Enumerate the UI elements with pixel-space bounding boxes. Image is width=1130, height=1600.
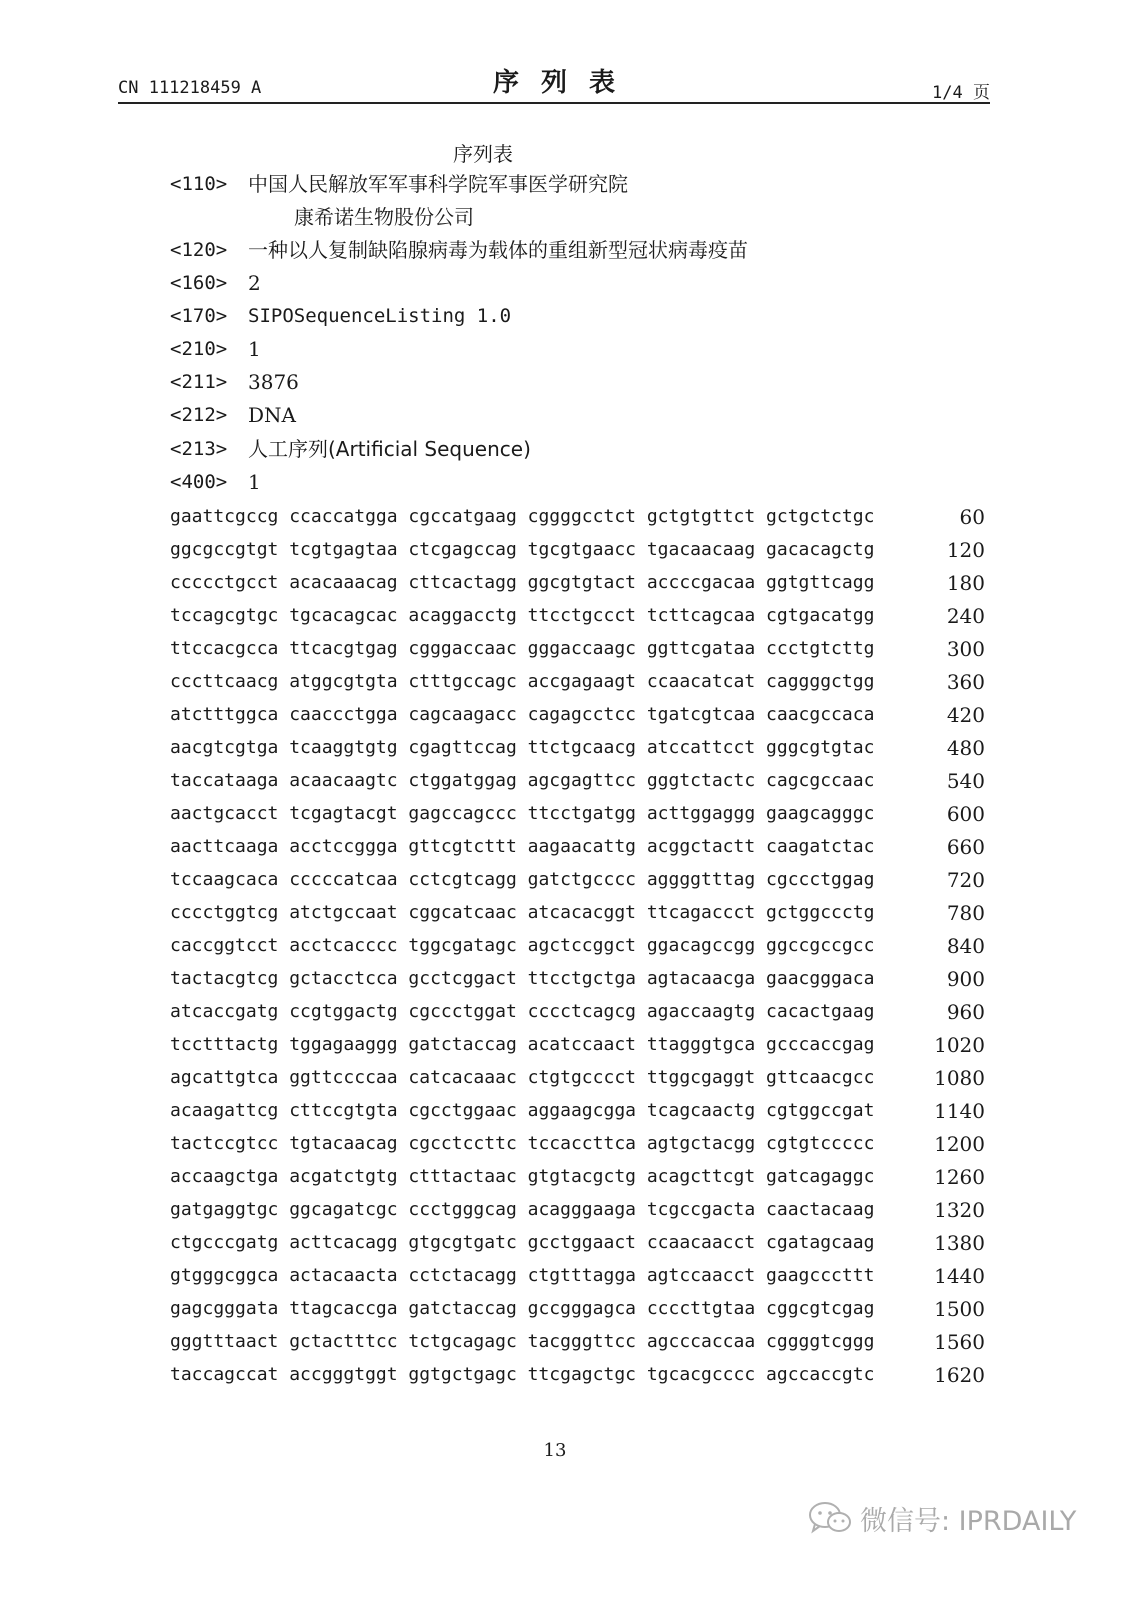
sequence-text: tccagcgtgc tgcacagcac acaggacctg ttcctgccct tcttcagcaa cgtgacatgg [170,605,875,626]
sequence-row [170,700,990,733]
sequence-row [170,733,990,766]
field-tag: <110> [170,173,228,195]
field-value-applicant: 中国人民解放军军事科学院军事医学研究院 [248,172,628,196]
sequence-text: tactacgtcg gctacctcca gcctcggact ttcctgctga agtacaacga gaacgggaca [170,968,875,989]
patent-number: CN 111218459 A [118,78,262,98]
sequence-position: 120 [946,538,985,562]
sequence-text: tcctttactg tggagaaggg gatctaccag acatccaact ttagggtgca gcccaccgag [170,1034,875,1055]
sequence-row [170,1327,990,1360]
sequence-position: 300 [946,637,985,661]
field-value-seq-id: 1 [248,337,261,361]
sequence-row [170,931,990,964]
sequence-row [170,832,990,865]
sequence-text: atctttggca caaccctgga cagcaagacc cagagcctcc tgatcgtcaa caacgccaca [170,704,875,725]
sequence-row [170,601,990,634]
sequence-position: 1200 [934,1132,985,1156]
sequence-position: 420 [946,703,985,727]
sequence-row [170,535,990,568]
page-header [118,62,990,104]
sequence-position: 1440 [934,1264,985,1288]
sequence-text: aacttcaaga acctccggga gttcgtcttt aagaacattg acggctactt caagatctac [170,836,875,857]
sequence-row [170,568,990,601]
applicant-continuation: 康希诺生物股份公司 [294,205,474,229]
sequence-position: 780 [946,901,985,925]
field-value-seq: 1 [248,470,261,494]
sequence-text: acaagattcg cttccgtgta cgcctggaac aggaagcgga tcagcaactg cgtggccgat [170,1100,875,1121]
sequence-text: tactccgtcc tgtacaacag cgcctccttc tccaccttca agtgctacgg cgtgtccccc [170,1133,875,1154]
sequence-text: ctgcccgatg acttcacagg gtgcgtgatc gcctggaact ccaacaacct cgatagcaag [170,1232,875,1253]
sequence-text: aactgcacct tcgagtacgt gagccagccc ttcctgatgg acttggaggg gaagcagggc [170,803,875,824]
sequence-position: 1080 [934,1066,985,1090]
sequence-text: caccggtcct acctcacccc tggcgatagc agctccggct ggacagccgg ggccgccgcc [170,935,875,956]
sequence-position: 540 [946,769,985,793]
page-indicator: 1/4 页 [932,83,990,103]
sequence-row [170,1195,990,1228]
sequence-text: agcattgtca ggttccccaa catcacaaac ctgtgcccct ttggcgaggt gttcaacgcc [170,1067,875,1088]
sequence-position: 1140 [934,1099,985,1123]
sequence-row [170,1228,990,1261]
sequence-row [170,964,990,997]
sequence-text: accaagctga acgatctgtg ctttactaac gtgtacgctg acagcttcgt gatcagaggc [170,1166,875,1187]
sequence-row [170,865,990,898]
sequence-position: 1620 [934,1363,985,1387]
sequence-text: cccttcaacg atggcgtgta ctttgccagc accgagaagt ccaacatcat caggggctgg [170,671,875,692]
sequence-row [170,997,990,1030]
sequence-text: gagcgggata ttagcaccga gatctaccag gccgggagca ccccttgtaa cggcgtcgag [170,1298,875,1319]
document-title: 序列表 [453,142,513,166]
field-tag: <400> [170,471,228,493]
sequence-row [170,1261,990,1294]
sequence-position: 660 [946,835,985,859]
sequence-position: 600 [946,802,985,826]
sequence-row [170,898,990,931]
sequence-listing [170,502,990,1393]
field-tag: <213> [170,438,228,460]
sequence-position: 1320 [934,1198,985,1222]
sequence-row [170,634,990,667]
sequence-position: 720 [946,868,985,892]
sequence-text: taccataaga acaacaagtc ctggatggag agcgagttcc gggtctactc cagcgccaac [170,770,875,791]
sequence-row [170,1162,990,1195]
sequence-text: gaattcgccg ccaccatgga cgccatgaag cggggcctct gctgtgttct gctgctctgc [170,506,875,527]
sequence-position: 360 [946,670,985,694]
sequence-position: 840 [946,934,985,958]
sequence-position: 1500 [934,1297,985,1321]
sequence-text: gatgaggtgc ggcagatcgc ccctgggcag acagggaaga tcgccgacta caactacaag [170,1199,875,1220]
sequence-text: gggtttaact gctactttcc tctgcagagc tacgggttcc agcccaccaa cggggtcggg [170,1331,875,1352]
field-tag: <170> [170,305,228,327]
wechat-icon [808,1501,852,1535]
sequence-row [170,1096,990,1129]
sequence-position: 1560 [934,1330,985,1354]
sequence-position: 900 [946,967,985,991]
sequence-text: ccccctgcct acacaaacag cttcactagg ggcgtgtact accccgacaa ggtgttcagg [170,572,875,593]
sequence-text: ttccacgcca ttcacgtgag cgggaccaac gggaccaagc ggttcgataa ccctgtcttg [170,638,875,659]
field-value-organism: 人工序列(Artificial Sequence) [248,437,531,461]
sequence-position: 960 [946,1000,985,1024]
sequence-position: 180 [946,571,985,595]
sequence-position: 1020 [934,1033,985,1057]
sequence-text: atcaccgatg ccgtggactg cgccctggat cccctcagcg agaccaagtg cacactgaag [170,1001,875,1022]
field-tag: <160> [170,272,228,294]
sequence-text: ggcgccgtgt tcgtgagtaa ctcgagccag tgcgtgaacc tgacaacaag gacacagctg [170,539,875,560]
field-value-title: 一种以人复制缺陷腺病毒为载体的重组新型冠状病毒疫苗 [248,238,748,262]
sequence-position: 480 [946,736,985,760]
sequence-text: cccctggtcg atctgccaat cggcatcaac atcacacggt ttcagaccct gctggccctg [170,902,875,923]
sequence-row [170,667,990,700]
field-value-length: 3876 [248,370,299,394]
sequence-position: 1380 [934,1231,985,1255]
sequence-text: taccagccat accgggtggt ggtgctgagc ttcgagctgc tgcacgcccc agccaccgtc [170,1364,875,1385]
sequence-row [170,1360,990,1393]
sequence-row [170,1030,990,1063]
sequence-position: 1260 [934,1165,985,1189]
sequence-row [170,1063,990,1096]
field-tag: <210> [170,338,228,360]
sequence-row [170,1294,990,1327]
sequence-row [170,799,990,832]
field-value-type: DNA [248,403,296,427]
field-tag: <120> [170,239,228,261]
field-tag: <211> [170,371,228,393]
sequence-text: aacgtcgtga tcaaggtgtg cgagttccag ttctgcaacg atccattcct gggcgtgtac [170,737,875,758]
field-value-count: 2 [248,271,261,295]
sequence-text: gtgggcggca actacaacta cctctacagg ctgtttagga agtccaacct gaagcccttt [170,1265,875,1286]
watermark-text: 微信号: IPRDAILY [860,1505,1077,1537]
sequence-row [170,1129,990,1162]
field-tag: <212> [170,404,228,426]
header-title: 序列表 [492,68,637,98]
sequence-position: 60 [959,505,985,529]
page-number: 13 [543,1440,567,1461]
sequence-text: tccaagcaca cccccatcaa cctcgtcagg gatctgcccc aggggtttag cgccctggag [170,869,875,890]
sequence-row [170,766,990,799]
sequence-position: 240 [946,604,985,628]
sequence-row [170,502,990,535]
field-value-software: SIPOSequenceListing 1.0 [248,305,512,327]
watermark [808,1498,1076,1538]
